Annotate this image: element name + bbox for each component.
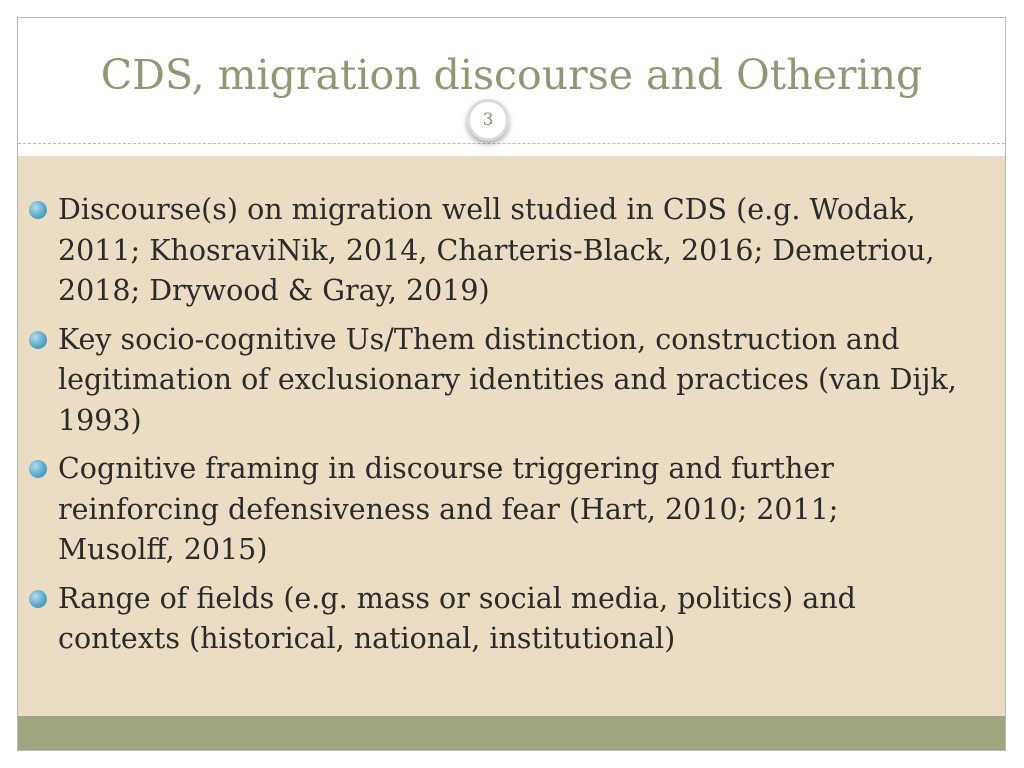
bullet-text: Range of fields (e.g. mass or social media, politics) and contexts (historical, national, institutional) <box>58 581 856 655</box>
footer-bar <box>18 716 1005 751</box>
bullet-text: Discourse(s) on migration well studied in CDS (e.g. Wodak, 2011; KhosraviNik, 2014, Charteris-Black, 2016; Demetriou, 2018; Drywood & Gray, 2019) <box>58 193 935 307</box>
bullet-item <box>28 449 958 571</box>
round-bullet-icon <box>29 331 47 349</box>
round-bullet-icon <box>29 460 47 478</box>
bullet-text: Key socio-cognitive Us/Them distinction, construction and legitimation of exclusionary identities and practices (van Dijk, 1993) <box>58 322 957 437</box>
title-divider <box>18 143 1005 144</box>
bullet-item <box>28 190 958 312</box>
slide-title: CDS, migration discourse and Othering <box>100 51 923 99</box>
slide-number-badge: 3 <box>467 99 509 141</box>
bullet-item <box>28 320 958 442</box>
title-area <box>18 18 1005 144</box>
round-bullet-icon <box>29 590 47 608</box>
bullet-list <box>28 190 958 668</box>
round-bullet-icon <box>29 201 47 219</box>
bullet-text: Cognitive framing in discourse triggering and further reinforcing defensiveness and fear (Hart, 2010; 2011; Musolff, 2015) <box>58 452 839 566</box>
bullet-item <box>28 579 958 660</box>
